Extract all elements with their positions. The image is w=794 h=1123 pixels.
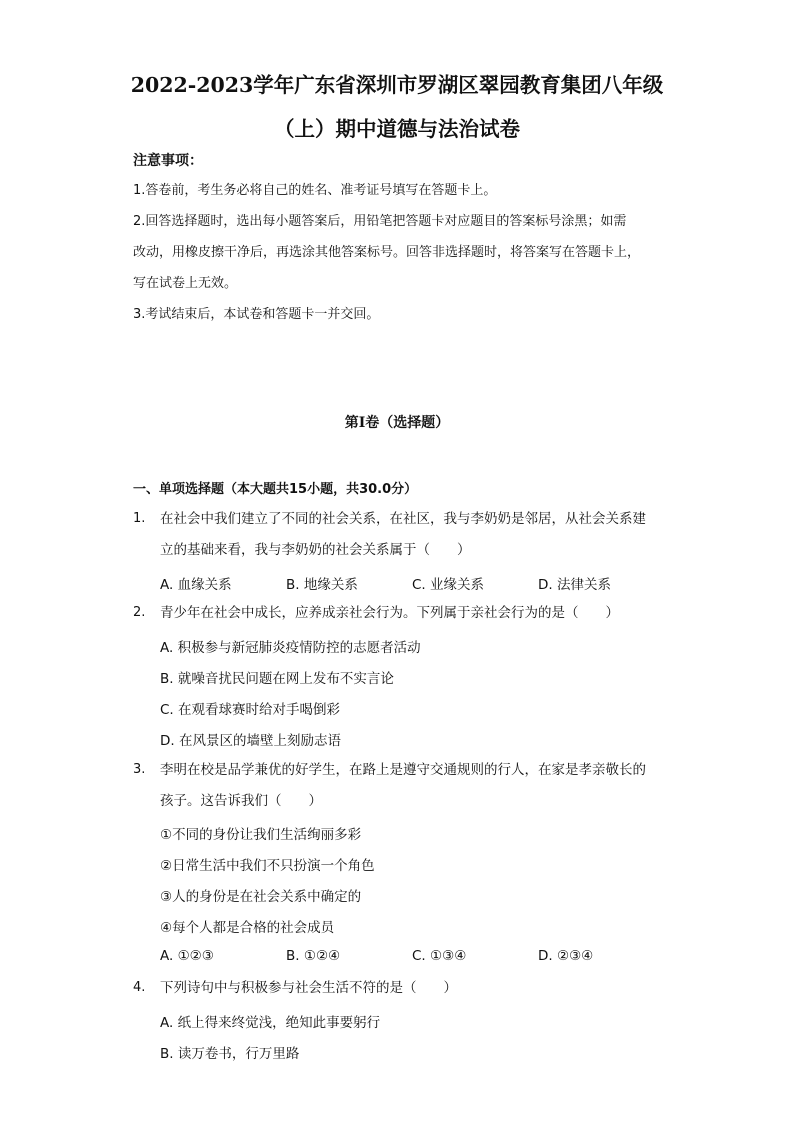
question-text: 李明在校是品学兼优的好学生，在路上是遵守交通规则的行人，在家是孝亲敬长的 — [160, 762, 646, 778]
option-b: B. 就噪音扰民问题在网上发布不实言论 — [160, 671, 394, 687]
option-d: D. 在风景区的墙壁上刻励志语 — [160, 733, 341, 749]
section-title: 第I卷（选择题） — [344, 415, 450, 431]
option-b: B. 读万卷书，行万里路 — [160, 1046, 300, 1062]
question-number: 4. — [133, 980, 146, 995]
statement-item: ④每个人都是合格的社会成员 — [160, 920, 335, 936]
question-text: 下列诗句中与积极参与社会生活不符的是（ ） — [160, 980, 457, 996]
option-a: A. 积极参与新冠肺炎疫情防控的志愿者活动 — [160, 640, 421, 656]
statement-item: ③人的身份是在社会关系中确定的 — [160, 889, 362, 905]
part-heading: 一、单项选择题（本大题共15小题，共30.0分） — [133, 482, 418, 497]
note-2-line1: 2.回答选择题时，选出每小题答案后，用铅笔把答题卡对应题目的答案标号涂黑；如需 — [133, 214, 627, 229]
question-number: 3. — [133, 762, 146, 777]
question-number: 1. — [133, 511, 146, 526]
option-b: B. 地缘关系 — [286, 577, 358, 593]
option-b: B. ①②④ — [286, 948, 341, 964]
option-a: A. ①②③ — [160, 948, 214, 964]
exam-title-line2: （上）期中道德与法治试卷 — [274, 117, 520, 141]
statement-item: ①不同的身份让我们生活绚丽多彩 — [160, 827, 362, 843]
note-3: 3.考试结束后，本试卷和答题卡一并交回。 — [133, 307, 380, 322]
option-a: A. 血缘关系 — [160, 577, 232, 593]
question-text: 立的基础来看，我与李奶奶的社会关系属于（ ） — [160, 542, 471, 558]
note-2-line3: 写在试卷上无效。 — [133, 276, 238, 291]
option-c: C. 在观看球赛时给对手喝倒彩 — [160, 702, 341, 718]
question-text: 青少年在社会中成长，应养成亲社会行为。下列属于亲社会行为的是（ ） — [160, 605, 619, 621]
option-d: D. ②③④ — [538, 948, 594, 964]
exam-title-line1: 2022-2023学年广东省深圳市罗湖区翠园教育集团八年级 — [130, 73, 664, 97]
question-number: 2. — [133, 605, 146, 620]
option-c: C. 业缘关系 — [412, 577, 485, 593]
question-text: 在社会中我们建立了不同的社会关系，在社区，我与李奶奶是邻居，从社会关系建 — [160, 511, 646, 527]
note-1: 1.答卷前，考生务必将自己的姓名、准考证号填写在答题卡上。 — [133, 183, 497, 198]
option-d: D. 法律关系 — [538, 577, 611, 593]
statement-item: ②日常生活中我们不只扮演一个角色 — [160, 858, 375, 874]
option-a: A. 纸上得来终觉浅，绝知此事要躬行 — [160, 1015, 381, 1031]
notes-heading: 注意事项： — [133, 153, 203, 169]
option-c: C. ①③④ — [412, 948, 467, 964]
question-text: 孩子。这告诉我们（ ） — [160, 793, 322, 809]
note-2-line2: 改动，用橡皮擦干净后，再选涂其他答案标号。回答非选择题时，将答案写在答题卡上， — [133, 245, 641, 260]
